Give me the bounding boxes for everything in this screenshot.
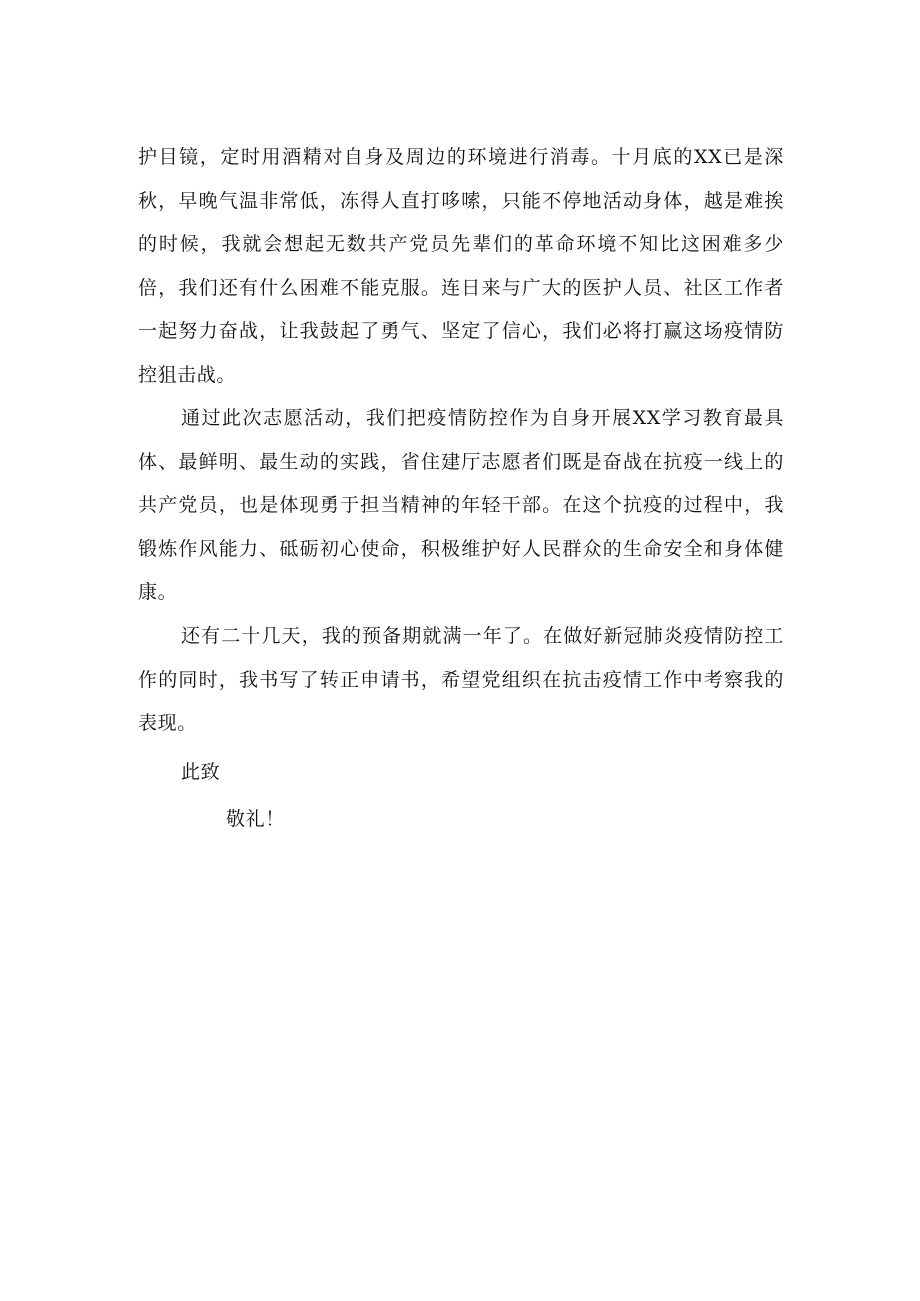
- paragraph-3: 还有二十几天，我的预备期就满一年了。在做好新冠肺炎疫情防控工作的同时，我书写了转正申请书，希望党组织在抗击疫情工作中考察我的表现。: [138, 625, 784, 734]
- salutation: 敬礼！: [226, 808, 285, 830]
- paragraph-1: 护目镜，定时用酒精对自身及周边的环境进行消毒。十月底的XX已是深秋，早晚气温非常低，冻得人直打哆嗦，只能不停地活动身体，越是难挨的时候，我就会想起无数共产党员先辈们的革命环境不知比这困难多少倍，我们还有什么困难不能克服。连日来与广大的医护人员、社区工作者一起努力奋战，让我鼓起了勇气、坚定了信心，我们必将打赢这场疫情防控狙击战。: [138, 146, 784, 386]
- paragraph-2: 通过此次志愿活动，我们把疫情防控作为自身开展XX学习教育最具体、最鲜明、最生动的实践，省住建厅志愿者们既是奋战在抗疫一线上的共产党员，也是体现勇于担当精神的年轻干部。在这个抗疫的过程中，我锻炼作风能力、砥砺初心使命，积极维护好人民群众的生命安全和身体健康。: [138, 407, 784, 603]
- closing-phrase: 此致: [181, 761, 221, 783]
